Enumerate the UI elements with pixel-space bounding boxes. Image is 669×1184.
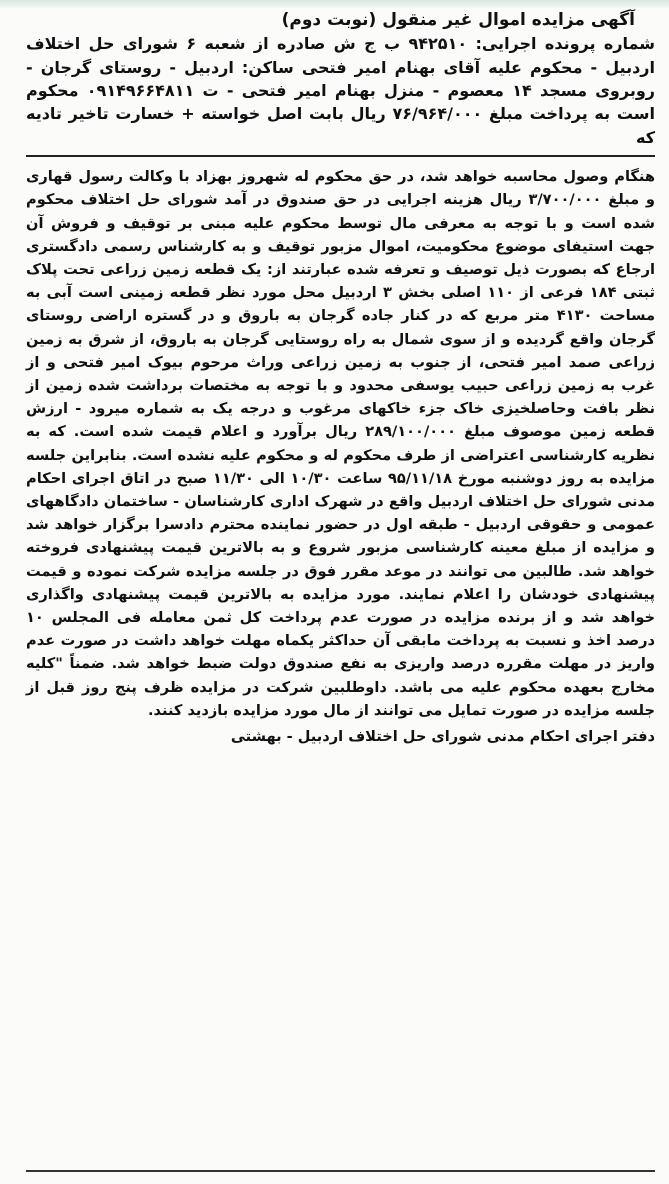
section-divider [26,155,655,157]
notice-body-paragraph: هنگام وصول محاسبه خواهد شد، در حق محکوم له شهروز بهزاد با وکالت رسول قهاری و مبلغ ۳/۷۰۰/۰۰۰ ریال هزینه اجرایی در حق صندوق در آمد شورای حل اختلاف محکوم شده است و با توجه به معرفی مال توسط محکوم علیه مبنی بر توقیف و فروش آن جهت استیفای موضوع محکومیت، اموال مزبور توقیف و به کارشناس رسمی دادگستری ارجاع که بصورت ذیل توصیف و تعرفه شده عبارتند از: یک قطعه زمین زراعی تحت پلاک ثبتی ۱۸۴ فرعی از ۱۱۰ اصلی بخش ۳ اردبیل محل مورد نظر قطعه زمینی است آبی به مساحت ۴۱۳۰ متر مربع که در کنار جاده گرجان به باروق و در گستره اراضی روستای گرجان واقع گردیده و از سوی شمال به راه روستایی گرجان به باروق، از شرق به زمین زراعی صمد امیر فتحی، از جنوب به زمین زراعی وراث مرحوم بیوک امیر فتحی و از غرب به زمین زراعی حبیب یوسفی محدود و با توجه به مختصات برداشت شده زمین از نظر بافت وحاصلخیزی خاک جزء خاکهای مرغوب و درجه یک به شماره میرود - ارزش قطعه زمین موصوف مبلغ ۲۸۹/۱۰۰/۰۰۰ ریال برآورد و اعلام قیمت شده است. که به نظریه کارشناسی اعتراضی از طرف محکوم له و محکوم علیه نشده است. بنابراین جلسه مزایده به روز دوشنبه مورخ ۹۵/۱۱/۱۸ ساعت ۱۰/۳۰ الی ۱۱/۳۰ صبح در اتاق اجرای احکام مدنی شورای حل اختلاف اردبیل واقع در شهرک اداری کارشناسان - ساختمان دادگاههای عمومی و حقوقی اردبیل - طبقه اول در حضور نماینده محترم دادسرا برگزار خواهد شد و مزایده از مبلغ معینه کارشناسی مزبور شروع و به بالاترین قیمت پیشنهادی فروخته خواهد شد. طالبین می توانند در موعد مقرر فوق در جلسه مزایده شرکت نموده و قیمت پیشنهادی خودشان را اعلام نمایند. مورد مزایده به بالاترین قیمت پیشنهادی واگذاری خواهد شد و از برنده مزایده در صورت عدم پرداخت کل ثمن معامله فی المجلس ۱۰ درصد اخذ و نسبت به پرداخت مابقی آن حداکثر یکماه مهلت خواهد داشت در صورت عدم واریز در مهلت مقرره درصد واریزی به نفع صندوق دولت ضبط خواهد شد. ضمناً "کلیه مخارج بعهده محکوم علیه می باشد. داوطلبین شرکت در مزایده ظرف پنج روز قبل از جلسه مزایده در صورت تمایل می توانند از مال مورد مزایده بازدید کنند. [26,168,656,719]
notice-title: آگهی مزایده اموال غیر منقول (نوبت دوم) [281,10,635,30]
notice-lead-paragraph: شماره پرونده اجرایی: ۹۴۲۵۱۰ ب ج ش صادره از شعبه ۶ شورای حل اختلاف اردبیل - محکوم علیه آقای بهنام امیر فتحی ساکن: اردبیل - روستای گرجان - روبروی مسجد ۱۴ معصوم - منزل بهنام امیر فتحی - ت ۰۹۱۴۹۶۶۴۸۱۱ محکوم است به پرداخت مبلغ ۷۶/۹۶۴/۰۰۰ ریال بابت اصل خواسته + خسارت تاخیر تادیه که [26,34,656,147]
issuing-office: دفتر اجرای احکام مدنی شورای حل اختلاف اردبیل - بهشتی [230,728,655,746]
top-stamp-mark [0,0,669,8]
bottom-divider [26,1170,655,1172]
